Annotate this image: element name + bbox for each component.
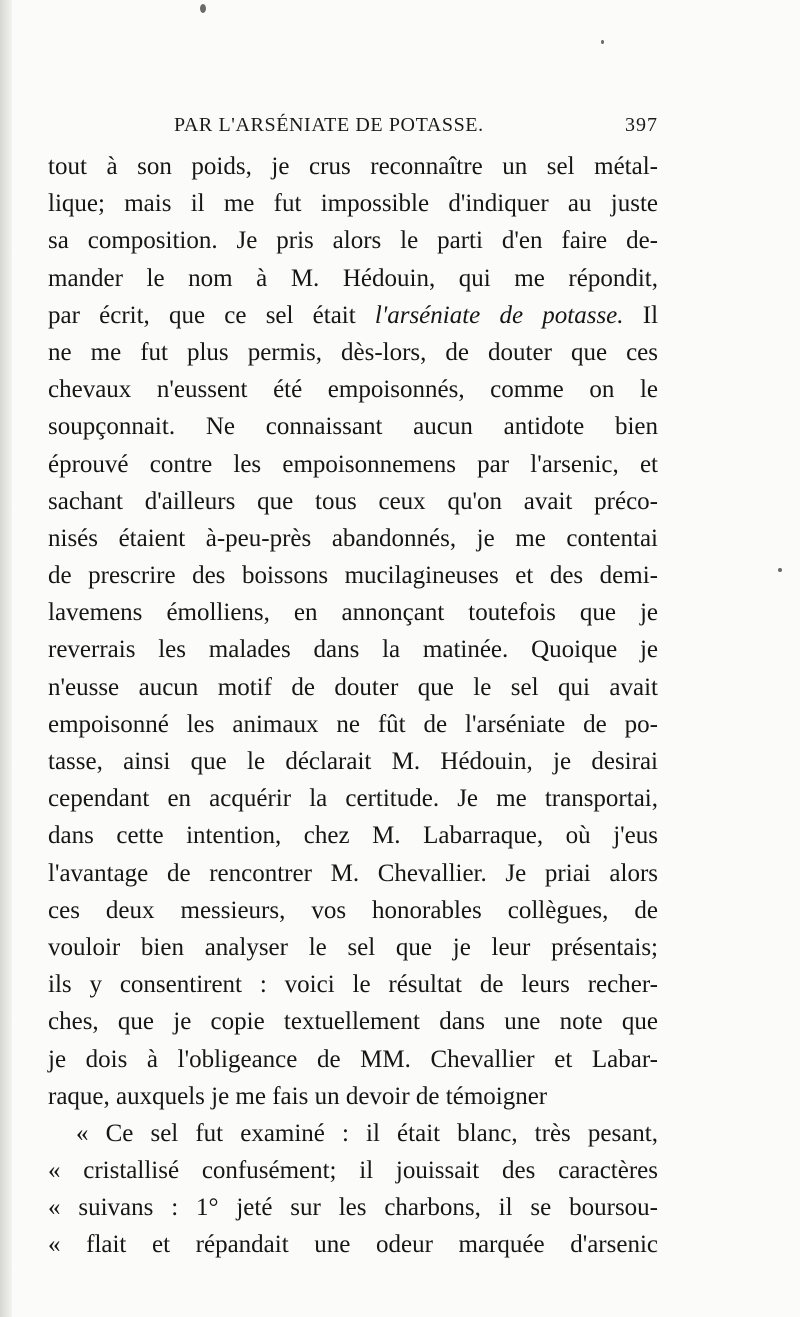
text-line: tasse, ainsi que le déclarait M. Hédouin, je desirai xyxy=(48,748,658,775)
page-number: 397 xyxy=(625,114,658,136)
ink-speck xyxy=(778,568,782,572)
text-line: cependant en acquérir la certitude. Je me transportai, xyxy=(48,785,658,813)
text-line: vouloir bien analyser le sel que je leur présentais; xyxy=(48,933,658,961)
text-line: empoisonné les animaux ne fût de l'arséniate de po- xyxy=(48,710,658,738)
page-gutter-shadow xyxy=(0,0,12,1317)
text-line: raque, auxquels je me fais un devoir de témoigner xyxy=(48,1082,548,1110)
text-line: dans cette intention, chez M. Labarraque, où j'eus xyxy=(48,822,658,850)
text-line: sachant d'ailleurs que tous ceux qu'on avait préco- xyxy=(48,487,658,515)
text-line: n'eusse aucun motif de douter que le sel qui avait xyxy=(48,673,658,701)
text-line xyxy=(48,297,658,334)
text-line: ne me fut plus permis, dès-lors, de douter que ces xyxy=(48,338,658,366)
text-line: l'avantage de rencontrer M. Chevallier. Je priai alors xyxy=(48,859,658,887)
text-line: reverrais les malades dans la matinée. Quoique je xyxy=(48,636,658,664)
ink-speck xyxy=(200,4,206,13)
text-line: ils y consentirent : voici le résultat de leurs recher- xyxy=(48,971,658,999)
text-line: sa composition. Je pris alors le parti d'en faire de- xyxy=(48,227,658,255)
body-text xyxy=(48,148,658,1264)
text-line: nisés étaient à-peu-près abandonnés, je me contentai xyxy=(48,524,658,552)
italic-term: l'arséniate de potasse. xyxy=(374,301,624,329)
text-segment: par écrit, que ce sel était xyxy=(48,301,375,329)
text-segment: Il xyxy=(623,301,659,329)
text-line: éprouvé contre les empoisonnemens par l'arsenic, et xyxy=(48,450,658,478)
text-line: mander le nom à M. Hédouin, qui me répondit, xyxy=(48,264,658,292)
text-line: ces deux messieurs, vos honorables collègues, de xyxy=(48,896,658,924)
text-line: chevaux n'eussent été empoisonnés, comme on le xyxy=(48,376,658,404)
text-line: « flait et répandait une odeur marquée d'arsenic xyxy=(48,1231,658,1259)
ink-speck xyxy=(601,40,604,44)
text-line: « cristallisé confusément; il jouissait des caractères xyxy=(48,1157,658,1185)
text-line: lique; mais il me fut impossible d'indiquer au juste xyxy=(48,190,658,218)
text-line: de prescrire des boissons mucilagineuses et des demi- xyxy=(48,562,658,590)
text-line: lavemens émolliens, en annonçant toutefois que je xyxy=(48,599,658,627)
text-line: tout à son poids, je crus reconnaître un sel métal- xyxy=(48,153,658,180)
running-head xyxy=(48,114,658,142)
text-line: soupçonnait. Ne connaissant aucun antidote bien xyxy=(48,413,658,441)
text-line: « Ce sel fut examiné : il était blanc, très pesant, xyxy=(76,1119,658,1147)
text-line: ches, que je copie textuellement dans une note que xyxy=(48,1008,658,1036)
text-line: je dois à l'obligeance de MM. Chevallier et Labar- xyxy=(48,1045,658,1073)
running-head-title: PAR L'ARSÉNIATE DE POTASSE. xyxy=(174,114,484,136)
text-line: « suivans : 1° jeté sur les charbons, il se boursou- xyxy=(48,1194,658,1222)
